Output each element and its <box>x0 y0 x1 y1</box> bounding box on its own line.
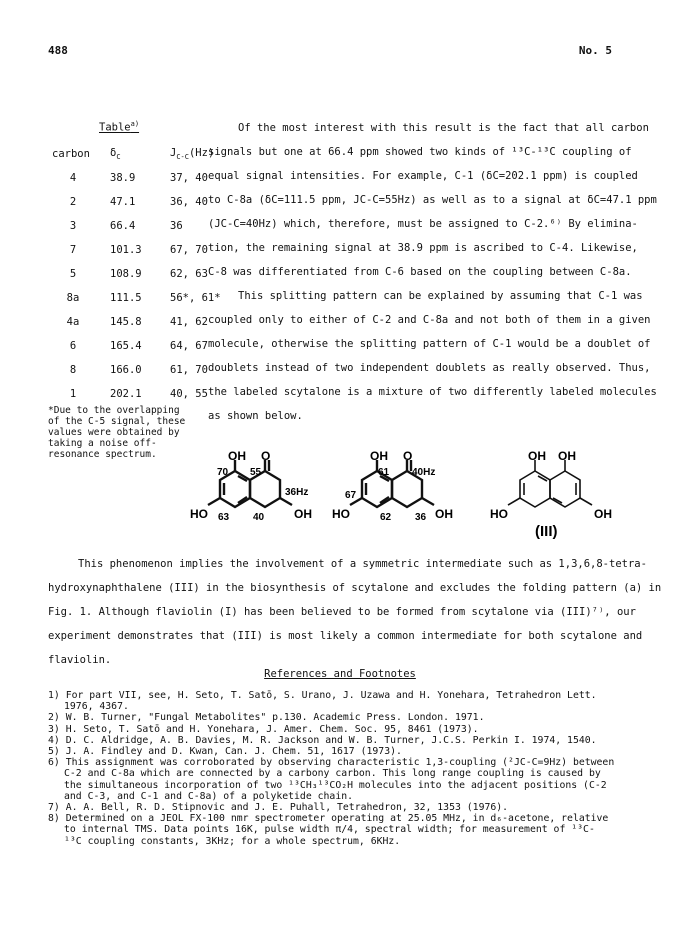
cell-j: 41, 62 <box>170 316 208 328</box>
s2-36: 36 <box>415 512 427 523</box>
journal-issue: No. 5 <box>578 44 612 57</box>
s3-oh2: OH <box>558 449 576 463</box>
s2-67: 67 <box>345 490 357 501</box>
s1-36hz: 36Hz <box>285 487 309 498</box>
table-title-sup: a) <box>130 120 140 128</box>
s2-62: 62 <box>380 512 392 523</box>
s1-ho: HO <box>190 507 208 521</box>
cell-delta: 202.1 <box>110 388 142 400</box>
text-line: flaviolin. <box>48 654 112 666</box>
j-symbol: J <box>170 146 177 159</box>
table-row <box>48 190 230 214</box>
cell-carbon: 4a <box>66 316 80 328</box>
cell-j: 64, 67 <box>170 340 208 352</box>
text-line: This splitting pattern can be explained by assuming that C-1 was <box>238 290 643 302</box>
footnote-line: of the C-5 signal, these <box>48 416 186 427</box>
table-row <box>48 358 230 382</box>
table-header-row <box>48 142 230 166</box>
table-title <box>99 120 139 134</box>
cell-carbon: 3 <box>69 220 77 232</box>
reference-item: 1) For part VII, see, H. Seto, T. Satō, S. Urano, J. Uzawa and H. Yonehara, Tetrahedron Lett. <box>48 690 597 701</box>
text-line: as shown below. <box>208 410 303 422</box>
table-title-text: Table <box>99 121 131 134</box>
cell-carbon: 8 <box>69 364 77 376</box>
delta-sub: C <box>116 153 121 162</box>
delta-symbol: δ <box>110 146 117 159</box>
cell-j: 62, 63 <box>170 268 208 280</box>
reference-item: 2) W. B. Turner, "Fungal Metabolites" p.130. Academic Press. London. 1971. <box>48 712 485 724</box>
cell-delta: 165.4 <box>110 340 142 352</box>
references-title: References and Footnotes <box>264 668 416 680</box>
s1-70: 70 <box>217 467 229 478</box>
s2-ho: HO <box>332 507 350 521</box>
cell-delta: 38.9 <box>110 172 136 184</box>
text-line: signals but one at 66.4 ppm showed two kinds of ¹³C-¹³C coupling of <box>208 146 632 158</box>
footnote-line: resonance spectrum. <box>48 449 157 460</box>
body-paragraph <box>48 552 662 672</box>
cell-delta: 111.5 <box>110 292 142 304</box>
text-line: C-8 was differentiated from C-6 based on the coupling between C-8a. <box>208 266 632 278</box>
text-line: equal signal intensities. For example, C-1 (δC=202.1 ppm) is coupled <box>208 170 638 182</box>
table-row <box>48 262 230 286</box>
s1-63: 63 <box>218 512 230 523</box>
s2-oh2: OH <box>435 507 453 521</box>
text-line: (JC-C=40Hz) which, therefore, must be assigned to C-2.⁶⁾ By elimina- <box>208 218 638 230</box>
s1-55: 55 <box>250 467 262 478</box>
text-line: coupled only to either of C-2 and C-8a and not both of them in a given <box>208 314 651 326</box>
cell-delta: 101.3 <box>110 244 142 256</box>
cell-j: 40, 55 <box>170 388 208 400</box>
reference-item-cont: 1976, 4367. <box>64 701 129 713</box>
s3-oh3: OH <box>594 507 612 521</box>
cell-delta: 47.1 <box>110 196 136 208</box>
references-list <box>48 690 648 847</box>
reference-item-cont: and C-3, and C-1 and C-8a) of a polyketide chain. <box>64 790 354 802</box>
text-line: to C-8a (δC=111.5 ppm, JC-C=55Hz) as well as to a signal at δC=47.1 ppm <box>208 194 657 206</box>
text-line: the labeled scytalone is a mixture of two differently labeled molecules <box>208 386 657 398</box>
cell-delta: 66.4 <box>110 220 136 232</box>
reference-item: 4) D. C. Aldridge, A. B. Davies, M. R. Jackson and W. B. Turner, J.C.S. Perkin I. 1974, 1540. <box>48 734 597 746</box>
s2-o: O <box>403 449 413 463</box>
text-line: experiment demonstrates that (III) is most likely a common intermediate for both scytalone and <box>48 630 643 642</box>
table-row <box>48 310 230 334</box>
cell-carbon: 8a <box>66 292 80 304</box>
page-number: 488 <box>48 44 68 57</box>
table-row <box>48 238 230 262</box>
s1-40: 40 <box>253 512 265 523</box>
s3-ho: HO <box>490 507 508 521</box>
col-delta <box>98 142 170 166</box>
text-line: molecule, otherwise the splitting pattern of C-1 would be a doublet of <box>208 338 651 350</box>
cell-carbon: 4 <box>69 172 77 184</box>
table-row <box>48 286 230 310</box>
cell-carbon: 2 <box>69 196 77 208</box>
text-line: This phenomenon implies the involvement of a symmetric intermediate such as 1,3,6,8-tetra- <box>78 558 647 570</box>
text-line: tion, the remaining signal at 38.9 ppm is ascribed to C-4. Likewise, <box>208 242 638 254</box>
footnote-line: taking a noise off- <box>48 438 157 449</box>
chemical-structures <box>190 440 650 540</box>
s1-oh2: OH <box>294 507 312 521</box>
s2-oh: OH <box>370 449 388 463</box>
text-line: doublets instead of two independent doublets as really observed. Thus, <box>208 362 651 374</box>
table-row <box>48 382 230 406</box>
reference-item: 7) A. A. Bell, R. D. Stipnovic and J. E. Puhall, Tetrahedron, 32, 1353 (1976). <box>48 802 509 814</box>
s1-o: O <box>261 449 271 463</box>
reference-item-cont: C-2 and C-8a which are connected by a carbony carbon. This long range coupling is caused by <box>64 768 601 780</box>
cell-j: 56*, 61* <box>170 292 221 304</box>
cell-carbon: 1 <box>69 388 77 400</box>
cell-delta: 145.8 <box>110 316 142 328</box>
reference-item-cont: the simultaneous incorporation of two ¹³CH₃¹³CO₂H molecules into the adjacent positions (C-2 <box>64 779 607 791</box>
reference-item-cont: to internal TMS. Data points 16K, pulse width π/4, spectral width; for measurement of ¹³C- <box>64 824 595 836</box>
footnote-line: *Due to the overlapping <box>48 405 180 416</box>
cell-delta: 108.9 <box>110 268 142 280</box>
text-line: Of the most interest with this result is the fact that all carbon <box>238 122 649 134</box>
table-row <box>48 166 230 190</box>
paragraph-1 <box>208 116 657 284</box>
reference-item: 8) Determined on a JEOL FX-100 nmr spectrometer operating at 25.05 MHz, in d₆-acetone, relative <box>48 813 609 825</box>
reference-item-cont: ¹³C coupling constants, 3KHz; for a whole spectrum, 6KHz. <box>64 835 401 847</box>
s1-oh: OH <box>228 449 246 463</box>
j-sub: C-C <box>176 153 189 162</box>
cell-carbon: 5 <box>69 268 77 280</box>
text-line: hydroxynaphthalene (III) in the biosynthesis of scytalone and excludes the folding pattern (a) in <box>48 582 662 594</box>
reference-item: 6) This assignment was corroborated by observing characteristic 1,3-coupling (²JC-C=9Hz) between <box>48 757 615 769</box>
cell-j: 36 <box>170 220 183 232</box>
table-row <box>48 214 230 238</box>
cell-carbon: 7 <box>69 244 77 256</box>
cell-j: 61, 70 <box>170 364 208 376</box>
j-unit: (Hz) <box>188 146 215 159</box>
s3-oh1: OH <box>528 449 546 463</box>
s2-61: 61 <box>378 467 390 478</box>
table-row <box>48 334 230 358</box>
s2-40hz: 40Hz <box>412 467 436 478</box>
reference-item: 5) J. A. Findley and D. Kwan, Can. J. Chem. 51, 1617 (1973). <box>48 746 402 758</box>
cell-j: 67, 70 <box>170 244 208 256</box>
table-footnote <box>48 405 200 460</box>
structure-3 <box>508 460 592 507</box>
cell-delta: 166.0 <box>110 364 142 376</box>
s3-label: (III) <box>535 523 558 540</box>
nmr-table <box>48 142 230 406</box>
reference-item: 3) H. Seto, T. Satō and H. Yonehara, J. Amer. Chem. Soc. 95, 8461 (1973). <box>48 723 479 735</box>
cell-carbon: 6 <box>69 340 77 352</box>
text-line: Fig. 1. Although flaviolin (I) has been believed to be formed from scytalone via (III)⁷⁾, our <box>48 606 636 618</box>
cell-j: 37, 40 <box>170 172 208 184</box>
cell-j: 36, 40 <box>170 196 208 208</box>
paragraph-2 <box>208 284 657 428</box>
col-carbon: carbon <box>52 148 90 160</box>
footnote-line: values were obtained by <box>48 427 180 438</box>
